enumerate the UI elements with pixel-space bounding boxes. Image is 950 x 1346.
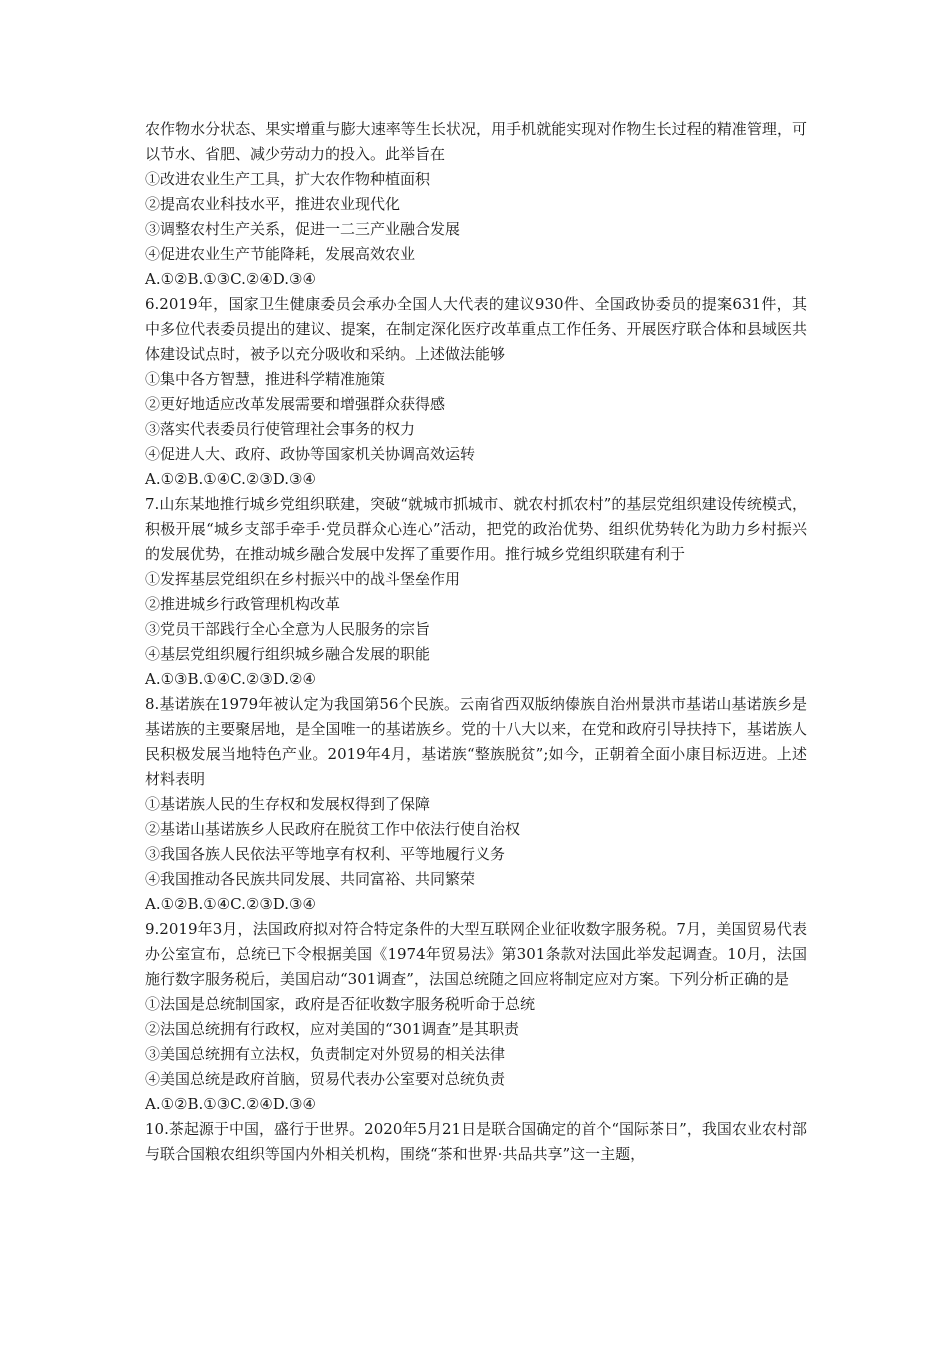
question-6-stem: 6.2019年，国家卫生健康委员会承办全国人大代表的建议930件、全国政协委员的提案631件，其中多位代表委员提出的建议、提案，在制定深化医疗改革重点工作任务、开展医疗联合体和县域医共体建设试点时，被予以充分吸收和采纳。上述做法能够 [145,295,807,363]
q5-option-3: ③调整农村生产关系，促进一二三产业融合发展 [145,220,461,238]
q5-option-2: ②提高农业科技水平，推进农业现代化 [145,195,401,213]
q9-option-4: ④美国总统是政府首脑，贸易代表办公室要对总统负责 [145,1070,506,1088]
q6-option-3: ③落实代表委员行使管理社会事务的权力 [145,420,416,438]
document-page [145,117,807,1167]
q9-option-2: ②法国总统拥有行政权，应对美国的“301调查”是其职责 [145,1020,519,1038]
q6-answer-choices: A.①②B.①④C.②③D.③④ [145,470,316,488]
q7-option-1: ①发挥基层党组织在乡村振兴中的战斗堡垒作用 [145,570,461,588]
q8-option-1: ①基诺族人民的生存权和发展权得到了保障 [145,795,431,813]
question-7-stem: 7.山东某地推行城乡党组织联建，突破“就城市抓城市、就农村抓农村”的基层党组织建设传统模式，积极开展“城乡支部手牵手·党员群众心连心”活动，把党的政治优势、组织优势转化为助力乡村振兴的发展优势，在推动城乡融合发展中发挥了重要作用。推行城乡党组织联建有利于 [145,495,807,563]
question-10-stem: 10.茶起源于中国，盛行于世界。2020年5月21日是联合国确定的首个“国际茶日”，我国农业农村部与联合国粮农组织等国内外相关机构，围绕“茶和世界·共品共享”这一主题， [145,1120,807,1163]
q7-option-3: ③党员干部践行全心全意为人民服务的宗旨 [145,620,431,638]
q6-option-2: ②更好地适应改革发展需要和增强群众获得感 [145,395,446,413]
q6-option-4: ④促进人大、政府、政协等国家机关协调高效运转 [145,445,476,463]
q6-option-1: ①集中各方智慧，推进科学精准施策 [145,370,386,388]
q7-option-2: ②推进城乡行政管理机构改革 [145,595,341,613]
q7-answer-choices: A.①③B.①④C.②③D.②④ [145,670,316,688]
q8-option-3: ③我国各族人民依法平等地享有权利、平等地履行义务 [145,845,506,863]
q5-option-1: ①改进农业生产工具，扩大农作物种植面积 [145,170,431,188]
q8-option-2: ②基诺山基诺族乡人民政府在脱贫工作中依法行使自治权 [145,820,521,838]
q9-option-3: ③美国总统拥有立法权，负责制定对外贸易的相关法律 [145,1045,506,1063]
q5-option-4: ④促进农业生产节能降耗，发展高效农业 [145,245,416,263]
question-9-stem: 9.2019年3月，法国政府拟对符合特定条件的大型互联网企业征收数字服务税。7月，美国贸易代表办公室宣布，总统已下令根据美国《1974年贸易法》第301条款对法国此举发起调查。10月，法国施行数字服务税后，美国启动“301调查”，法国总统随之回应将制定应对方案。下列分析正确的是 [145,920,807,988]
q5-answer-choices: A.①②B.①③C.②④D.③④ [145,270,316,288]
q8-answer-choices: A.①②B.①④C.②③D.③④ [145,895,316,913]
question-5-stem-continued: 农作物水分状态、果实增重与膨大速率等生长状况，用手机就能实现对作物生长过程的精准管理，可以节水、省肥、减少劳动力的投入。此举旨在 [145,120,807,163]
q9-answer-choices: A.①②B.①③C.②④D.③④ [145,1095,316,1113]
question-8-stem: 8.基诺族在1979年被认定为我国第56个民族。云南省西双版纳傣族自治州景洪市基诺山基诺族乡是基诺族的主要聚居地，是全国唯一的基诺族乡。党的十八大以来，在党和政府引导扶持下，基诺族人民积极发展当地特色产业。2019年4月，基诺族“整族脱贫”;如今，正朝着全面小康目标迈进。上述材料表明 [145,695,807,788]
q8-option-4: ④我国推动各民族共同发展、共同富裕、共同繁荣 [145,870,476,888]
q9-option-1: ①法国是总统制国家，政府是否征收数字服务税听命于总统 [145,995,536,1013]
q7-option-4: ④基层党组织履行组织城乡融合发展的职能 [145,645,431,663]
